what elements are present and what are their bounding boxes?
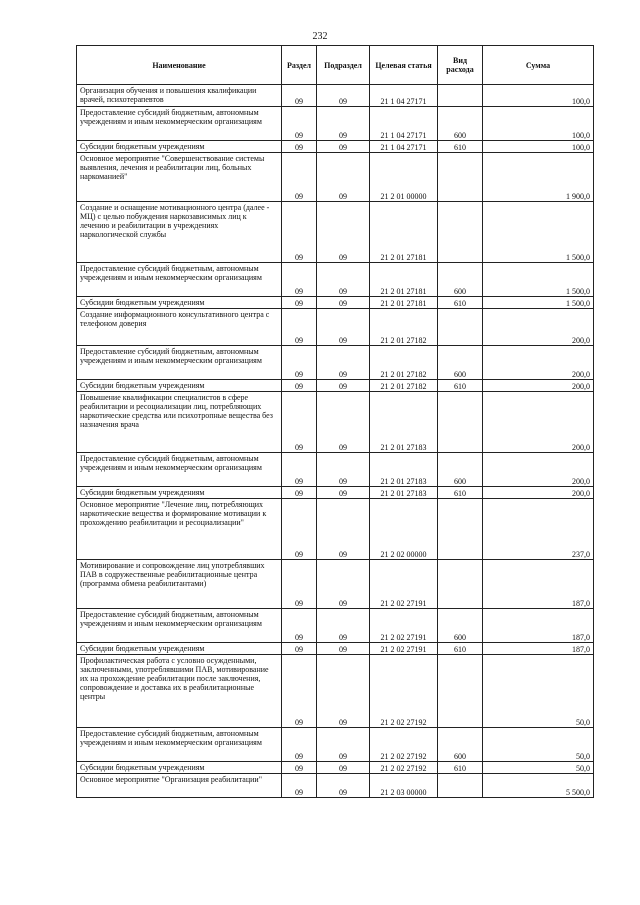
cell-type: 600	[438, 609, 483, 643]
cell-target: 21 2 02 27192	[370, 762, 438, 774]
cell-target: 21 2 02 27191	[370, 643, 438, 655]
cell-name: Предоставление субсидий бюджетным, автономным учреждениям и иным некоммерческим организациям	[77, 107, 282, 141]
cell-section: 09	[282, 85, 317, 107]
cell-target: 21 1 04 27171	[370, 85, 438, 107]
cell-name: Предоставление субсидий бюджетным, автономным учреждениям и иным некоммерческим организациям	[77, 263, 282, 297]
cell-section: 09	[282, 380, 317, 392]
table-row	[77, 774, 594, 798]
table-row	[77, 297, 594, 309]
cell-name: Профилактическая работа с условно осужденными, заключенными, употреблявшими ПАВ, мотивирование их на прохождение реабилитации после заключения, сопровождение и доставка их в реабилитационные центры	[77, 655, 282, 728]
header-name: Наименование	[77, 46, 282, 85]
table-row	[77, 609, 594, 643]
cell-name: Субсидии бюджетным учреждениям	[77, 643, 282, 655]
cell-name: Предоставление субсидий бюджетным, автономным учреждениям и иным некоммерческим организациям	[77, 453, 282, 487]
cell-sum: 1 500,0	[483, 297, 594, 309]
cell-name: Субсидии бюджетным учреждениям	[77, 380, 282, 392]
cell-subsection: 09	[317, 346, 370, 380]
cell-type	[438, 655, 483, 728]
cell-type: 610	[438, 487, 483, 499]
cell-section: 09	[282, 107, 317, 141]
cell-sum: 100,0	[483, 141, 594, 153]
cell-section: 09	[282, 141, 317, 153]
cell-target: 21 2 01 27181	[370, 297, 438, 309]
cell-sum: 50,0	[483, 728, 594, 762]
cell-sum: 1 500,0	[483, 202, 594, 263]
cell-type	[438, 499, 483, 560]
cell-section: 09	[282, 655, 317, 728]
cell-subsection: 09	[317, 141, 370, 153]
cell-section: 09	[282, 728, 317, 762]
cell-target: 21 2 02 27191	[370, 609, 438, 643]
cell-sum: 200,0	[483, 309, 594, 346]
table-row	[77, 202, 594, 263]
cell-type: 600	[438, 728, 483, 762]
cell-section: 09	[282, 153, 317, 202]
cell-subsection: 09	[317, 297, 370, 309]
cell-name: Предоставление субсидий бюджетным, автономным учреждениям и иным некоммерческим организациям	[77, 346, 282, 380]
cell-target: 21 2 01 00000	[370, 153, 438, 202]
cell-type: 600	[438, 453, 483, 487]
cell-section: 09	[282, 762, 317, 774]
cell-type	[438, 560, 483, 609]
cell-name: Основное мероприятие "Совершенствование системы выявления, лечения и реабилитации лиц, больных наркоманией"	[77, 153, 282, 202]
table-row	[77, 85, 594, 107]
table-row	[77, 380, 594, 392]
cell-target: 21 2 01 27183	[370, 392, 438, 453]
cell-section: 09	[282, 202, 317, 263]
table-row	[77, 643, 594, 655]
cell-sum: 5 500,0	[483, 774, 594, 798]
cell-name: Основное мероприятие "Лечение лиц, потребляющих наркотические вещества и формирование мотивации к прохождению реабилитации и ресоциализации"	[77, 499, 282, 560]
cell-subsection: 09	[317, 499, 370, 560]
cell-subsection: 09	[317, 453, 370, 487]
table-row	[77, 346, 594, 380]
cell-section: 09	[282, 774, 317, 798]
cell-subsection: 09	[317, 153, 370, 202]
table-row	[77, 153, 594, 202]
cell-subsection: 09	[317, 263, 370, 297]
cell-name: Мотивирование и сопровождение лиц употреблявших ПАВ в содружественные реабилитационные центра (программа обмена реабилитантами)	[77, 560, 282, 609]
cell-target: 21 1 04 27171	[370, 107, 438, 141]
cell-type	[438, 774, 483, 798]
cell-subsection: 09	[317, 655, 370, 728]
cell-type: 610	[438, 141, 483, 153]
cell-name: Создание и оснащение мотивационного центра (далее - МЦ) с целью побуждения наркозависимых лиц к лечению и реабилитации в учреждениях наркологической службы	[77, 202, 282, 263]
page-number: 232	[312, 31, 328, 42]
header-sum: Сумма	[483, 46, 594, 85]
table-row	[77, 728, 594, 762]
cell-section: 09	[282, 392, 317, 453]
cell-subsection: 09	[317, 392, 370, 453]
cell-subsection: 09	[317, 643, 370, 655]
cell-section: 09	[282, 643, 317, 655]
cell-section: 09	[282, 487, 317, 499]
cell-sum: 200,0	[483, 487, 594, 499]
table-row	[77, 263, 594, 297]
cell-sum: 200,0	[483, 392, 594, 453]
cell-name: Субсидии бюджетным учреждениям	[77, 141, 282, 153]
table-row	[77, 560, 594, 609]
cell-sum: 200,0	[483, 380, 594, 392]
cell-subsection: 09	[317, 202, 370, 263]
cell-type: 600	[438, 346, 483, 380]
table-row	[77, 141, 594, 153]
cell-type	[438, 85, 483, 107]
cell-section: 09	[282, 309, 317, 346]
cell-subsection: 09	[317, 728, 370, 762]
cell-subsection: 09	[317, 762, 370, 774]
header-subsection: Подраздел	[317, 46, 370, 85]
cell-name: Организация обучения и повышения квалификации врачей, психотерапевтов	[77, 85, 282, 107]
cell-section: 09	[282, 560, 317, 609]
cell-sum: 1 500,0	[483, 263, 594, 297]
cell-type: 600	[438, 107, 483, 141]
cell-sum: 50,0	[483, 762, 594, 774]
cell-name: Основное мероприятие "Организация реабилитации"	[77, 774, 282, 798]
cell-type	[438, 309, 483, 346]
cell-target: 21 2 01 27182	[370, 309, 438, 346]
cell-sum: 187,0	[483, 609, 594, 643]
cell-type: 610	[438, 762, 483, 774]
header-target: Целевая статья	[370, 46, 438, 85]
cell-target: 21 2 02 00000	[370, 499, 438, 560]
cell-section: 09	[282, 263, 317, 297]
cell-section: 09	[282, 609, 317, 643]
cell-section: 09	[282, 346, 317, 380]
cell-type: 610	[438, 297, 483, 309]
cell-sum: 100,0	[483, 85, 594, 107]
cell-subsection: 09	[317, 309, 370, 346]
cell-section: 09	[282, 453, 317, 487]
table-row	[77, 762, 594, 774]
cell-subsection: 09	[317, 560, 370, 609]
cell-subsection: 09	[317, 609, 370, 643]
cell-target: 21 2 01 27183	[370, 453, 438, 487]
cell-type: 610	[438, 643, 483, 655]
table-row	[77, 655, 594, 728]
table-row	[77, 309, 594, 346]
cell-target: 21 2 01 27182	[370, 380, 438, 392]
table-header-row	[77, 46, 594, 85]
cell-name: Создание информационного консультативного центра с телефоном доверия	[77, 309, 282, 346]
cell-type	[438, 202, 483, 263]
cell-name: Предоставление субсидий бюджетным, автономным учреждениям и иным некоммерческим организациям	[77, 609, 282, 643]
cell-name: Субсидии бюджетным учреждениям	[77, 297, 282, 309]
header-section: Раздел	[282, 46, 317, 85]
cell-type: 600	[438, 263, 483, 297]
table-row	[77, 499, 594, 560]
cell-sum: 200,0	[483, 346, 594, 380]
cell-type: 610	[438, 380, 483, 392]
table-row	[77, 453, 594, 487]
cell-sum: 200,0	[483, 453, 594, 487]
header-type: Вид расхода	[438, 46, 483, 85]
cell-sum: 237,0	[483, 499, 594, 560]
cell-target: 21 2 03 00000	[370, 774, 438, 798]
cell-target: 21 2 02 27191	[370, 560, 438, 609]
cell-subsection: 09	[317, 774, 370, 798]
cell-target: 21 2 02 27192	[370, 655, 438, 728]
cell-subsection: 09	[317, 85, 370, 107]
cell-name: Субсидии бюджетным учреждениям	[77, 487, 282, 499]
cell-target: 21 1 04 27171	[370, 141, 438, 153]
cell-type	[438, 392, 483, 453]
budget-table	[76, 45, 594, 798]
cell-target: 21 2 01 27183	[370, 487, 438, 499]
table-row	[77, 107, 594, 141]
cell-subsection: 09	[317, 107, 370, 141]
table-row	[77, 392, 594, 453]
cell-sum: 1 900,0	[483, 153, 594, 202]
cell-target: 21 2 02 27192	[370, 728, 438, 762]
cell-target: 21 2 01 27182	[370, 346, 438, 380]
table-row	[77, 487, 594, 499]
cell-target: 21 2 01 27181	[370, 202, 438, 263]
cell-sum: 187,0	[483, 643, 594, 655]
cell-sum: 50,0	[483, 655, 594, 728]
cell-subsection: 09	[317, 380, 370, 392]
cell-type	[438, 153, 483, 202]
cell-subsection: 09	[317, 487, 370, 499]
cell-sum: 187,0	[483, 560, 594, 609]
cell-sum: 100,0	[483, 107, 594, 141]
cell-target: 21 2 01 27181	[370, 263, 438, 297]
cell-name: Субсидии бюджетным учреждениям	[77, 762, 282, 774]
cell-section: 09	[282, 499, 317, 560]
cell-name: Повышение квалификации специалистов в сфере реабилитации и ресоциализации лиц, потребляющих наркотические средства или психотропные вещества без назначения врача	[77, 392, 282, 453]
cell-section: 09	[282, 297, 317, 309]
cell-name: Предоставление субсидий бюджетным, автономным учреждениям и иным некоммерческим организациям	[77, 728, 282, 762]
